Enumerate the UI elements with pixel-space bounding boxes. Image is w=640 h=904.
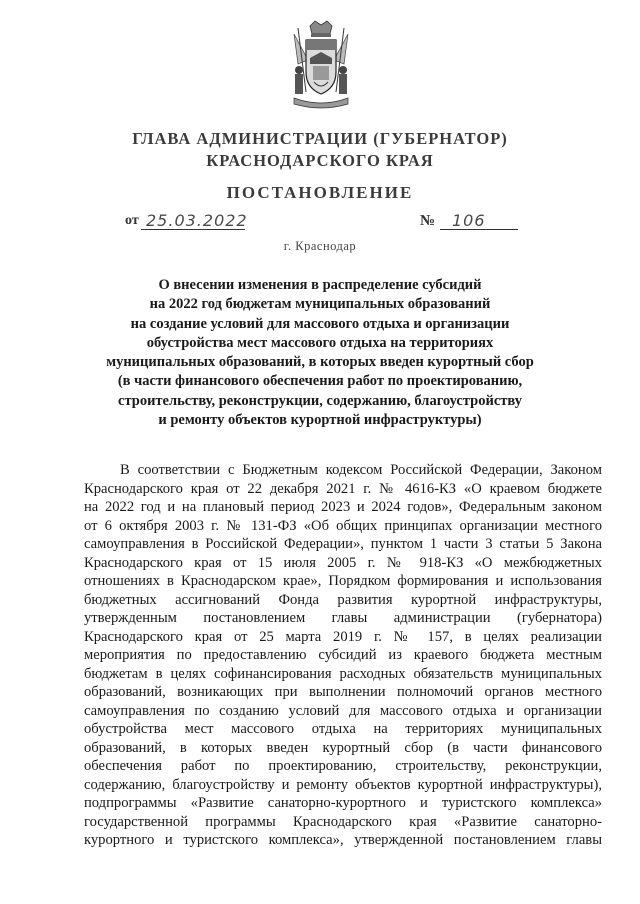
- document-type: ПОСТАНОВЛЕНИЕ: [226, 183, 414, 202]
- date-value: 25.03.2022: [146, 211, 248, 230]
- body-line: бюджетных ассигнований Фонда развития курортной инфраструктуры,: [84, 591, 602, 608]
- body-line: отношениях в Краснодарском крае», Порядком формирования и использования: [84, 573, 602, 589]
- title-line: (в части финансового обеспечения работ по проектированию,: [117, 373, 523, 390]
- document-body: [84, 461, 602, 850]
- title-line: на 2022 год бюджетам муниципальных образований: [149, 296, 491, 313]
- krasnodar-coat-of-arms-icon: [288, 20, 354, 112]
- body-line: образований, в которых введен курортный сбор (в части финансового: [84, 739, 602, 756]
- document-title: [90, 276, 550, 430]
- body-line: Краснодарского края от 15 июля 2005 г. № 918-КЗ «О межбюджетных: [84, 554, 602, 571]
- body-line: самоуправления в Российской Федерации», пунктом 1 части 3 статьи 5 Закона: [84, 536, 602, 552]
- title-line: и ремонту объектов курортной инфраструктуры): [158, 412, 482, 429]
- body-line: государственной программы Краснодарского края «Развитие санаторно-: [84, 813, 602, 830]
- body-line: обустройства мест массового отдыха на территориях муниципальных: [84, 721, 602, 737]
- title-line: муниципальных образований, в которых введен курортный сбор: [106, 354, 534, 371]
- body-line: Краснодарского края от 25 марта 2019 г. № 157, в целях реализации: [84, 628, 602, 645]
- body-line: В соответствии с Бюджетным кодексом Российской Федерации, Законом: [120, 462, 602, 478]
- date-number-row: [0, 213, 640, 237]
- number-label: №: [420, 213, 436, 229]
- body-line: от 6 октября 2003 г. № 131-ФЗ «Об общих принципах организации местного: [84, 517, 602, 534]
- body-line: на 2022 год и на плановый период 2023 и 2024 годов», Федеральным законом: [84, 499, 602, 515]
- body-line: подпрограммы «Развитие санаторно-курортного и туристского комплекса»: [84, 795, 602, 811]
- issuing-authority: [0, 128, 640, 172]
- title-line: на создание условий для массового отдыха и организации: [130, 315, 510, 332]
- authority-line-1: ГЛАВА АДМИНИСТРАЦИИ (ГУБЕРНАТОР): [132, 129, 508, 148]
- body-line: мероприятия по предоставлению субсидий из краевого бюджета местным: [84, 647, 602, 663]
- number-value: 106: [452, 211, 486, 230]
- title-line: О внесении изменения в распределение субсидий: [158, 277, 482, 293]
- body-line: курортного и туристского комплекса», утвержденной постановлением главы: [84, 832, 602, 848]
- body-line: образований, возникающих при выполнении полномочий органов местного: [84, 684, 602, 700]
- authority-line-2: КРАСНОДАРСКОГО КРАЯ: [206, 151, 434, 170]
- body-line: утвержденным постановлением главы администрации (губернатора): [84, 610, 602, 626]
- body-line: содержанию, благоустройству и ремонту объектов курортной инфраструктуры),: [84, 776, 602, 793]
- title-line: строительству, реконструкции, содержанию, благоустройству: [118, 392, 522, 409]
- city: г. Краснодар: [283, 239, 357, 253]
- date-label: от: [125, 213, 139, 228]
- title-line: обустройства мест массового отдыха на территориях: [146, 334, 494, 351]
- body-line: обеспечения работ по проектированию, строительству, реконструкции,: [84, 758, 602, 774]
- body-line: бюджетам в целях софинансирования расходных обязательств муниципальных: [84, 665, 602, 682]
- body-line: самоуправления по созданию условий для массового отдыха и организации: [84, 702, 602, 719]
- body-line: Краснодарского края от 22 декабря 2021 г. № 4616-КЗ «О краевом бюджете: [84, 480, 602, 497]
